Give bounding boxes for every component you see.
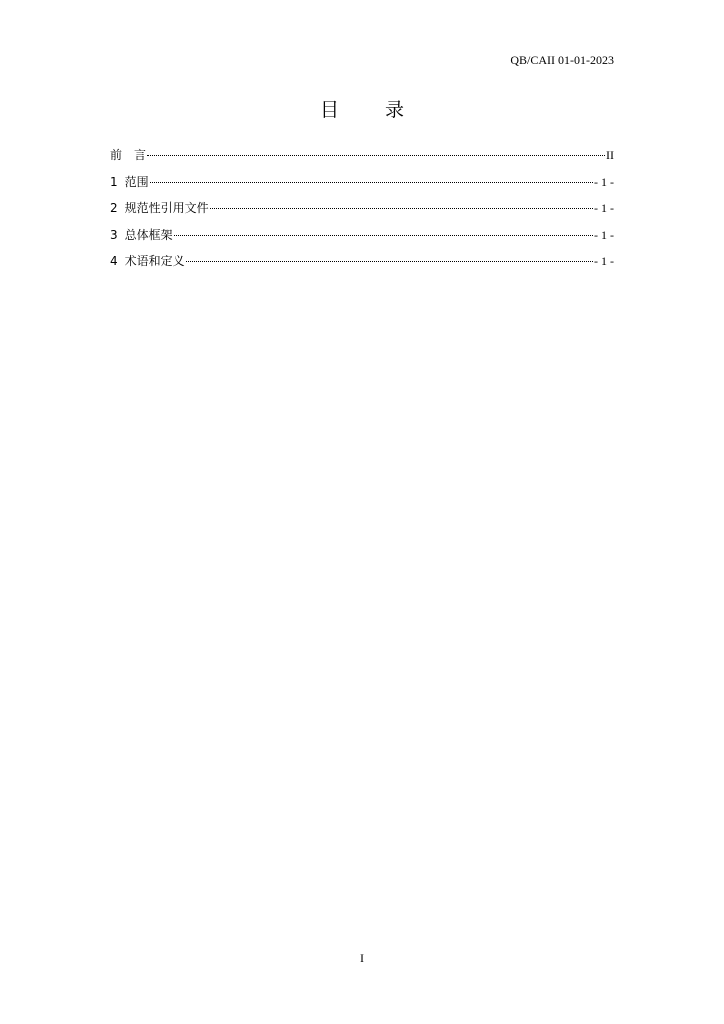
document-code: QB/CAII 01-01-2023 bbox=[510, 53, 614, 67]
toc-leader-dots bbox=[210, 207, 593, 209]
toc-entry-number: 1 bbox=[110, 174, 118, 189]
toc-entry-foreword[interactable] bbox=[110, 147, 614, 174]
toc-entry-label: 范围 bbox=[124, 174, 149, 189]
toc-leader-dots bbox=[150, 181, 593, 183]
toc-entry-page: II bbox=[606, 148, 614, 162]
toc-entry-label: 前 言 bbox=[110, 148, 147, 162]
table-of-contents bbox=[110, 147, 614, 280]
toc-entry-number: 4 bbox=[110, 254, 118, 268]
toc-entry-page: - 1 - bbox=[594, 201, 614, 215]
toc-entry-page: - 1 - bbox=[594, 174, 614, 189]
toc-entry-terms-definitions[interactable] bbox=[110, 253, 614, 280]
toc-leader-dots bbox=[174, 234, 593, 236]
page-number: I bbox=[360, 951, 364, 965]
toc-entry-page: - 1 - bbox=[594, 254, 614, 268]
toc-title: 目 录 bbox=[319, 99, 425, 121]
toc-entry-label: 术语和定义 bbox=[124, 254, 185, 268]
toc-entry-label: 总体框架 bbox=[124, 227, 173, 242]
toc-leader-dots bbox=[147, 154, 605, 156]
toc-entry-number: 3 bbox=[110, 227, 118, 242]
toc-entry-label: 规范性引用文件 bbox=[124, 201, 209, 215]
toc-entry-scope[interactable] bbox=[110, 174, 614, 201]
toc-entry-normative-references[interactable] bbox=[110, 200, 614, 227]
toc-entry-page: - 1 - bbox=[594, 227, 614, 242]
toc-entry-overall-framework[interactable] bbox=[110, 227, 614, 254]
toc-leader-dots bbox=[186, 260, 593, 262]
toc-entry-number: 2 bbox=[110, 201, 118, 215]
